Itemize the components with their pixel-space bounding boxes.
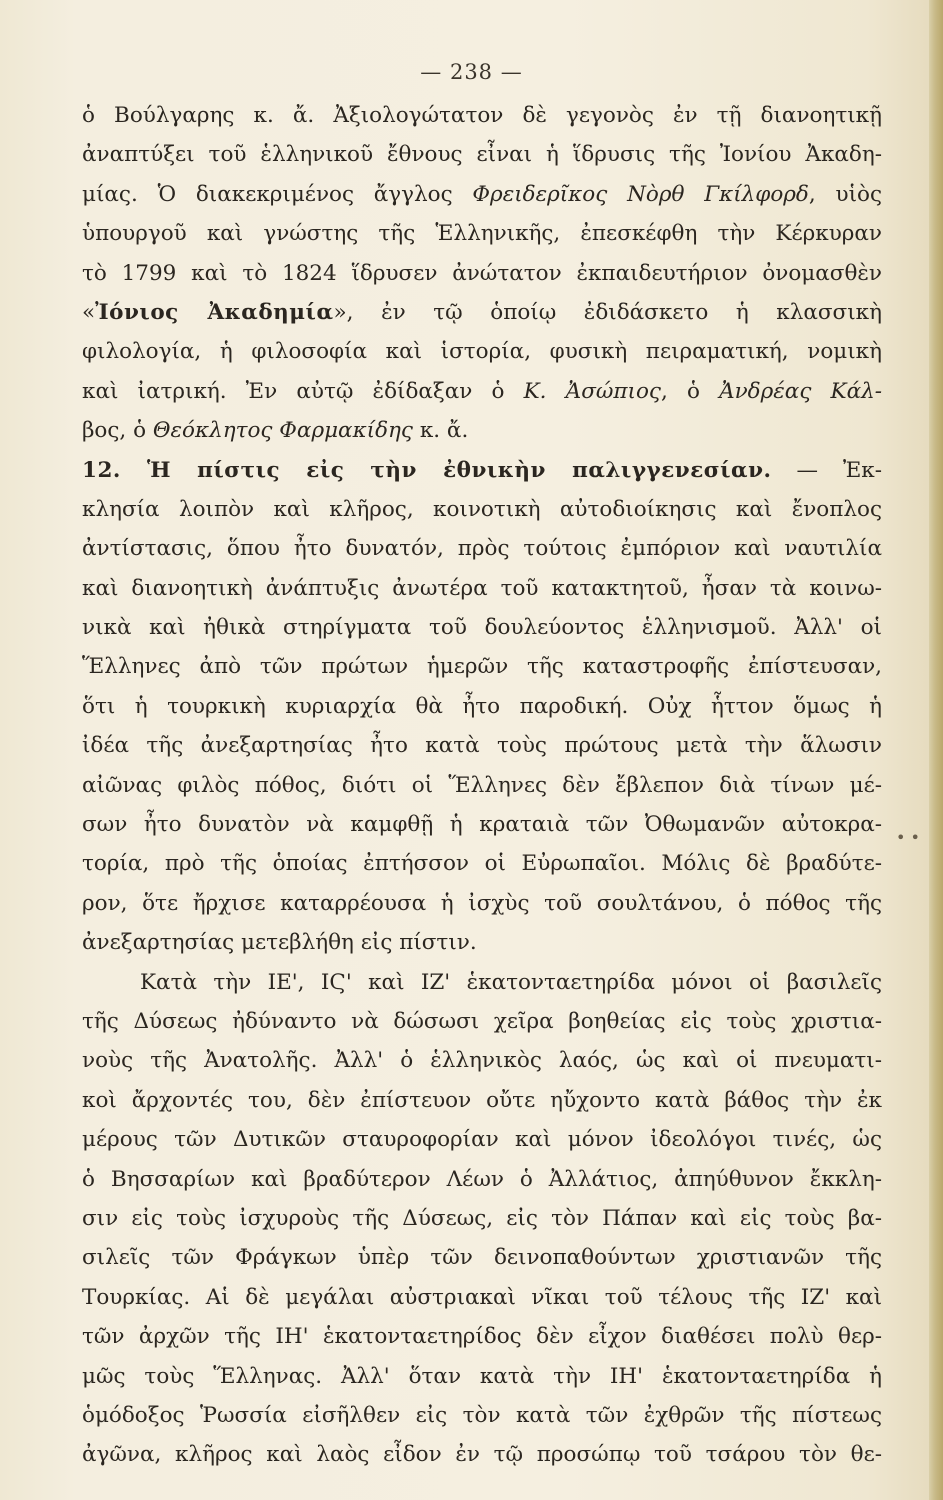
person-name: Ἀνδρέας Κάλ- — [719, 378, 882, 404]
text-line: καὶ ἰατρική. Ἐν αὐτῷ ἐδίδαξαν ὁ Κ. Ἀσώπιος, ὁ Ἀνδρέας Κάλ- — [82, 378, 882, 404]
text-line: ὑπουργοῦ καὶ γνώστης τῆς Ἑλληνικῆς, ἐπεσκέφθη τὴν Κέρκυραν — [82, 221, 882, 247]
text-line: αἰῶνας φιλὸς πόθος, διότι οἱ Ἕλληνες δὲν ἔβλεπον διὰ τίνων μέ- — [82, 772, 882, 798]
text-line: νοὺς τῆς Ἀνατολῆς. Ἀλλ' ὁ ἑλληνικὸς λαός, ὡς καὶ οἱ πνευματι- — [82, 1048, 882, 1074]
section-heading-line: 12. Ἡ πίστις εἰς τὴν ἐθνικὴν παλιγγενεσίαν. — Ἐκ- — [82, 457, 882, 483]
text-line: ἀναπτύξει τοῦ ἑλληνικοῦ ἔθνους εἶναι ἡ ἵδρυσις τῆς Ἰονίου Ἀκαδη- — [82, 142, 882, 168]
text-line: ὁ Βούλγαρης κ. ἄ. Ἀξιολογώτατον δὲ γεγονὸς ἐν τῇ διανοητικῇ — [82, 103, 882, 128]
text-line: ὅτι ἡ τουρκικὴ κυριαρχία θὰ ἦτο παροδική. Οὐχ ἧττον ὅμως ἡ — [82, 693, 882, 719]
text-line: ὁ Βησσαρίων καὶ βραδύτερον Λέων ὁ Ἀλλάτιος, ἀπηύθυνον ἔκκλη- — [82, 1166, 882, 1192]
text-line: ρον, ὅτε ἤρχισε καταρρέουσα ἡ ἰσχὺς τοῦ σουλτάνου, ὁ πόθος τῆς — [82, 890, 882, 916]
person-name: Φρειδερῖκος Νὸρθ Γκίλφορδ — [472, 181, 809, 207]
text-line: ἀνεξαρτησίας μετεβλήθη εἰς πίστιν. — [82, 930, 477, 956]
academy-name: Ἰόνιος Ἀκαδημία — [95, 299, 334, 325]
text-line: καὶ διανοητικὴ ἀνάπτυξις ἀνωτέρα τοῦ κατακτητοῦ, ἦσαν τὰ κοινω- — [82, 575, 882, 601]
text-line: σων ἦτο δυνατὸν νὰ καμφθῇ ἡ κραταιὰ τῶν Ὀθωμανῶν αὐτοκρα- — [82, 812, 882, 838]
text-line: φιλολογία, ἡ φιλοσοφία καὶ ἱστορία, φυσικὴ πειραματική, νομικὴ — [82, 339, 882, 365]
text-line: νικὰ καὶ ἠθικὰ στηρίγματα τοῦ δουλεύοντος ἑλληνισμοῦ. Ἀλλ' οἱ — [82, 615, 882, 641]
text-line: σιν εἰς τοὺς ἰσχυροὺς τῆς Δύσεως, εἰς τὸν Πάπαν καὶ εἰς τοὺς βα- — [82, 1205, 882, 1231]
paragraph-start: Κατὰ τὴν ΙΕ', ΙϚ' καὶ ΙΖ' ἑκατονταετηρίδα μόνοι οἱ βασιλεῖς — [140, 969, 882, 995]
text-line: τὸ 1799 καὶ τὸ 1824 ἵδρυσεν ἀνώτατον ἐκπαιδευτήριον ὀνομασθὲν — [82, 260, 882, 286]
text-line: ἰδέα τῆς ἀνεξαρτησίας ἦτο κατὰ τοὺς πρώτους μετὰ τὴν ἅλωσιν — [82, 733, 882, 759]
margin-mark: • • — [896, 828, 920, 847]
text-line: μῶς τοὺς Ἕλληνας. Ἀλλ' ὅταν κατὰ τὴν ΙΗ' ἑκατονταετηρίδα ἡ — [82, 1363, 882, 1389]
text-line: Τουρκίας. Αἱ δὲ μεγάλαι αὐστριακαὶ νῖκαι τοῦ τέλους τῆς ΙΖ' καὶ — [82, 1284, 882, 1310]
text-line: κοὶ ἄρχοντές του, δὲν ἐπίστευον οὔτε ηὔχοντο κατὰ βάθος τὴν ἐκ — [82, 1087, 882, 1113]
person-name: Θεόκλητος Φαρμακίδης — [152, 418, 413, 444]
text-line: μίας. Ὁ διακεκριμένος ἄγγλος Φρειδερῖκος Νὸρθ Γκίλφορδ, υἱὸς — [82, 181, 882, 207]
text-line: «Ἰόνιος Ἀκαδημία», ἐν τῷ ὁποίῳ ἐδιδάσκετο ἡ κλασσικὴ — [82, 299, 882, 325]
text-line: κλησία λοιπὸν καὶ κλῆρος, κοινοτικὴ αὐτοδιοίκησις καὶ ἔνοπλος — [82, 496, 882, 522]
text-line: σιλεῖς τῶν Φράγκων ὑπὲρ τῶν δεινοπαθούντων χριστιανῶν τῆς — [82, 1245, 882, 1271]
text-line: Ἕλληνες ἀπὸ τῶν πρώτων ἡμερῶν τῆς καταστροφῆς ἐπίστευσαν, — [82, 654, 882, 680]
text-line: τορία, πρὸ τῆς ὁποίας ἐπτήσσον οἱ Εὐρωπαῖοι. Μόλις δὲ βραδύτε- — [82, 851, 882, 877]
text-line: ὁμόδοξος Ῥωσσία εἰσῆλθεν εἰς τὸν κατὰ τῶν ἐχθρῶν τῆς πίστεως — [82, 1402, 882, 1428]
body-text — [82, 96, 882, 1475]
person-name: Κ. Ἀσώπιος — [523, 378, 661, 404]
page-edge — [929, 0, 943, 1500]
text-line: βος, ὁ Θεόκλητος Φαρμακίδης κ. ἄ. — [82, 418, 469, 444]
section-heading: 12. Ἡ πίστις εἰς τὴν ἐθνικὴν παλιγγενεσίαν. — [82, 457, 772, 483]
text-line: τῶν ἀρχῶν τῆς ΙΗ' ἑκατονταετηρίδος δὲν εἶχον διαθέσει πολὺ θερ- — [82, 1324, 882, 1350]
text-line: μέρους τῶν Δυτικῶν σταυροφορίαν καὶ μόνον ἰδεολόγοι τινές, ὡς — [82, 1127, 882, 1153]
text-line: τῆς Δύσεως ἠδύναντο νὰ δώσωσι χεῖρα βοηθείας εἰς τοὺς χριστια- — [82, 1008, 882, 1034]
text-line: ἀγῶνα, κλῆρος καὶ λαὸς εἶδον ἐν τῷ προσώπῳ τοῦ τσάρου τὸν θε- — [82, 1442, 882, 1468]
page-number: — 238 — — [420, 60, 523, 84]
text-line: ἀντίστασις, ὅπου ἦτο δυνατόν, πρὸς τούτοις ἐμπόριον καὶ ναυτιλία — [82, 536, 882, 562]
